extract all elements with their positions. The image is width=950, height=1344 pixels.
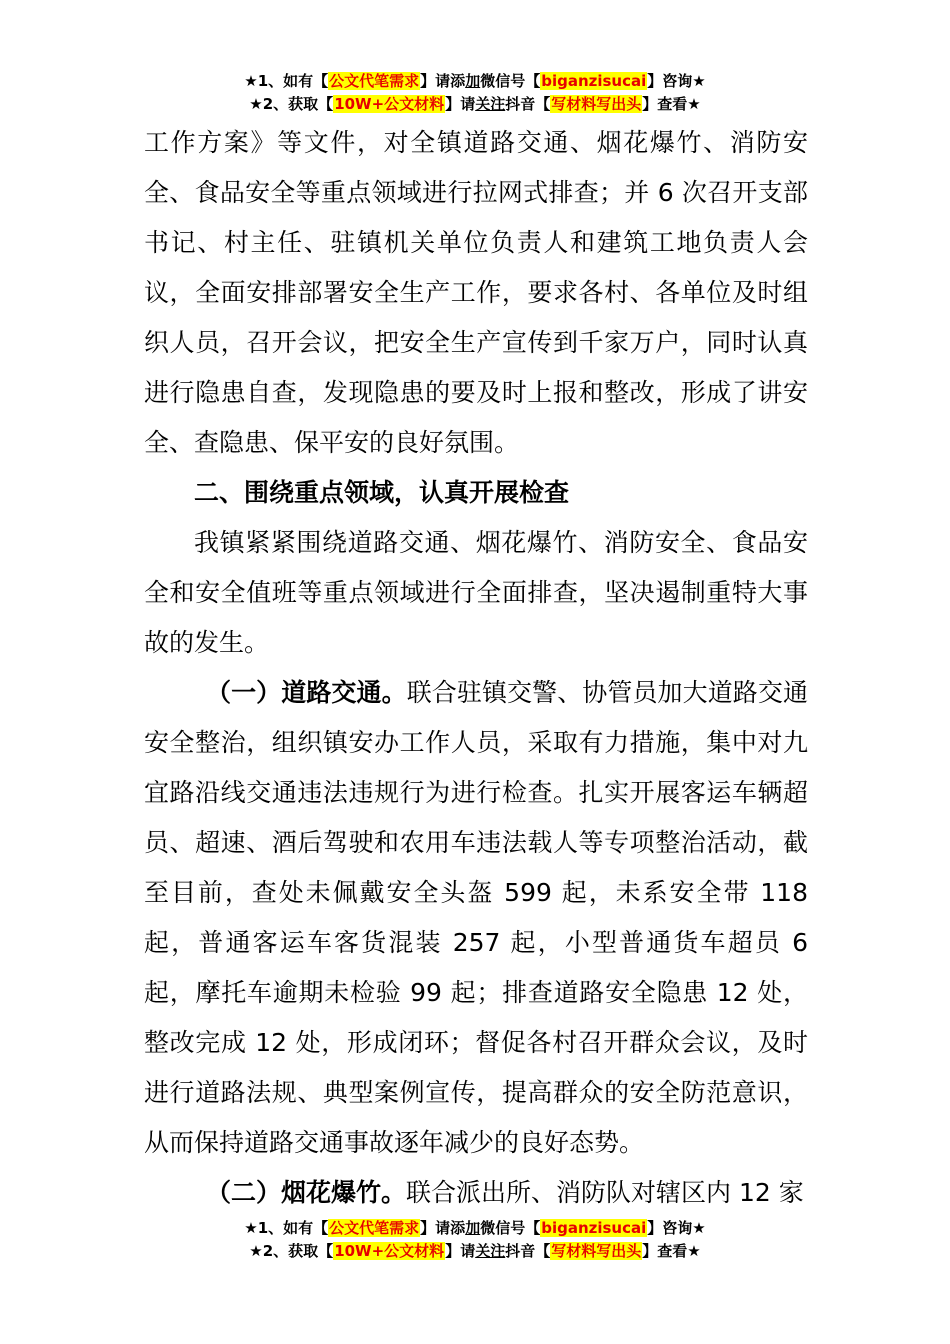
document-body (144, 118, 808, 1218)
banner-text: 】查看★ (642, 95, 701, 113)
banner-text: ★1、如有【 (244, 72, 329, 90)
underlined-text: 关注 (475, 95, 506, 113)
paragraph (144, 668, 808, 1168)
banner-text: 微信号【 (480, 1219, 541, 1237)
header-banner (0, 70, 950, 116)
paragraph: 我镇紧紧围绕道路交通、烟花爆竹、消防安全、食品安全和安全值班等重点领域进行全面排查，坚决遏制重特大事故的发生。 (144, 528, 808, 657)
paragraph-body: 联合派出所、消防队对辖区内 12 家 (406, 1178, 804, 1207)
underlined-text: 加 (465, 72, 481, 90)
banner-text: 】请 (445, 95, 476, 113)
highlight-text: 10W+公文材料 (334, 1242, 445, 1260)
banner-text: 微信号【 (480, 72, 541, 90)
banner-line-1 (0, 70, 950, 93)
banner-text: 】请 (445, 1242, 476, 1260)
paragraph: 工作方案》等文件，对全镇道路交通、烟花爆竹、消防安全、食品安全等重点领域进行拉网式排查；并 6 次召开支部书记、村主任、驻镇机关单位负责人和建筑工地负责人会议，全面安排部署安全生产工作，要求各村、各单位及时组织人员，召开会议，把安全生产宣传到千家万户，同时认真进行隐患自查，发现隐患的要及时上报和整改，形成了讲安全、查隐患、保平安的良好氛围。 (144, 128, 808, 457)
highlight-text: 写材料写出头 (551, 95, 642, 113)
banner-text: 】咨询★ (647, 1219, 706, 1237)
footer-banner (0, 1217, 950, 1263)
banner-text: ★2、获取【 (249, 1242, 334, 1260)
highlight-text: biganzisucai (541, 1219, 647, 1237)
banner-line-1 (0, 1217, 950, 1240)
section-heading: 二、围绕重点领域，认真开展检查 (194, 478, 570, 507)
highlight-text: 公文代笔需求 (329, 1219, 420, 1237)
subsection-title: （一）道路交通。 (206, 678, 407, 707)
banner-text: 抖音【 (505, 1242, 551, 1260)
paragraph (144, 1168, 808, 1218)
banner-text: 】查看★ (642, 1242, 701, 1260)
underlined-text: 加 (465, 1219, 481, 1237)
subsection-title: （二）烟花爆竹。 (206, 1178, 407, 1207)
banner-line-2 (0, 93, 950, 116)
banner-text: 抖音【 (505, 95, 551, 113)
paragraph-body: 联合驻镇交警、协管员加大道路交通安全整治，组织镇安办工作人员，采取有力措施，集中对九宜路沿线交通违法违规行为进行检查。扎实开展客运车辆超员、超速、酒后驾驶和农用车违法载人等专项整治活动，截至目前，查处未佩戴安全头盔 599 起，未系安全带 118 起，普通客运车客货混装 257 起，小型普通货车超员 6 起，摩托车逾期未检验 99 起；排查道路安全隐患 12 处，整改完成 12 处，形成闭环；督促各村召开群众会议，及时进行道路法规、典型案例宣传，提高群众的安全防范意识，从而保持道路交通事故逐年减少的良好态势。 (144, 678, 808, 1157)
banner-text: ★2、获取【 (249, 95, 334, 113)
banner-text: 】请添 (420, 1219, 466, 1237)
underlined-text: 关注 (475, 1242, 506, 1260)
banner-line-2 (0, 1240, 950, 1263)
highlight-text: 公文代笔需求 (329, 72, 420, 90)
highlight-text: biganzisucai (541, 72, 647, 90)
banner-text: 】请添 (420, 72, 466, 90)
highlight-text: 10W+公文材料 (334, 95, 445, 113)
highlight-text: 写材料写出头 (551, 1242, 642, 1260)
banner-text: ★1、如有【 (244, 1219, 329, 1237)
banner-text: 】咨询★ (647, 72, 706, 90)
